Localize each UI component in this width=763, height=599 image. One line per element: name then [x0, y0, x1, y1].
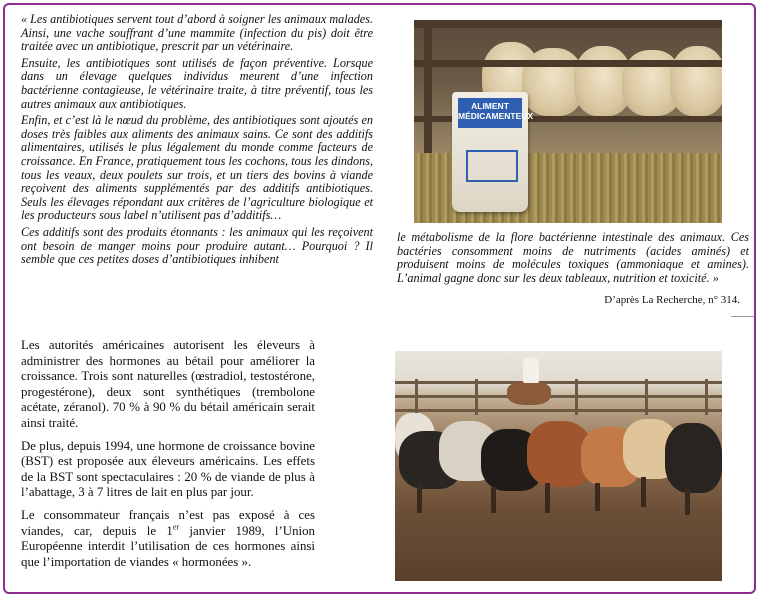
page-frame: [3, 3, 756, 594]
quote-column-right: [397, 231, 749, 288]
bag-label: ALIMENT MÉDICAMENTEUX: [458, 98, 522, 128]
article-paragraph-3: Le consommateur français n’est pas exposé à ces viandes, car, depuis le 1er janvier 1989, l’Union Européenne interdit l’utilisation de ces hormones ainsi que l’importation de viandes « hormonées ».: [21, 507, 315, 569]
quote-paragraph-1: « Les antibiotiques servent tout d’abord à soigner les animaux malades. Ainsi, une vache souffrant d’une mammite (infection du pis) doit être traitée avec un antibiotique, prescrit par un vétérinaire.: [21, 12, 373, 54]
quote-paragraph-2: Ensuite, les antibiotiques sont utilisés de façon préventive. Lorsque dans un élevage quelques individus meurent d’une infection bactérienne contagieuse, le vétérinaire traite, à titre préventif, tous les autres animaux aux antibiotiques.: [21, 55, 373, 111]
quote-paragraph-4: Ces additifs sont des produits étonnants : les animaux qui les reçoivent ont besoin de manger moins pour produire autant… Pourquoi ? Il semble que ces petites doses d’antibiotiques inhibent: [21, 224, 373, 267]
cowboy-rider: [523, 357, 539, 383]
photo-cattle-feedlot: [395, 351, 722, 581]
article-paragraph-1: Les autorités américaines autorisent les éleveurs à administrer des hormones au bétail pour améliorer la croissance. Trois sont naturelles (œstradiol, testostérone, progestérone), deux sont synthétiques (trembolone acétate, zéranol). 70 % à 90 % du bétail américain serait ainsi traité.: [21, 338, 315, 430]
quote-source: D’après La Recherche, n° 314.: [604, 294, 740, 306]
quote-paragraph-5: le métabolisme de la flore bactérienne intestinale des animaux. Ces bactéries consomment moins de nutriments (acides aminés) et produisent moins de molécules toxiques (ammoniaque et amines). L’animal gagne donc sur les deux tableaux, nutrition et toxicité. »: [397, 230, 749, 285]
article-paragraph-2: De plus, depuis 1994, une hormone de croissance bovine (BST) est proposée aux éleveurs américains. Les effets de la BST sont spectaculaires : 20 % de viande de plus à l’abattage, 3 à 7 litres de lait en plus par jour.: [21, 438, 315, 500]
quote-column-left: [21, 13, 373, 270]
article-column: [21, 338, 315, 577]
photo-cattle-feeding: [414, 20, 722, 223]
medicated-feed-bag: [452, 92, 534, 212]
divider: [731, 316, 755, 317]
quote-paragraph-3: Enfin, et c’est là le nœud du problème, des antibiotiques sont ajoutés en doses très faibles aux aliments des animaux sains. Ce sont des additifs alimentaires, utilisés le plus légalement du monde comme facteurs de croissance. En France, pratiquement tous les cochons, tous les dindons, tous les veaux, deux poulets sur trois, et un tiers des bovins à viande reçoivent des aliments supplémentés par des additifs antibiotiques. Seuls les élevages répondant aux critères de l’agriculture biologique et les producteurs sous label n’utilisent pas d’additifs…: [21, 113, 373, 223]
